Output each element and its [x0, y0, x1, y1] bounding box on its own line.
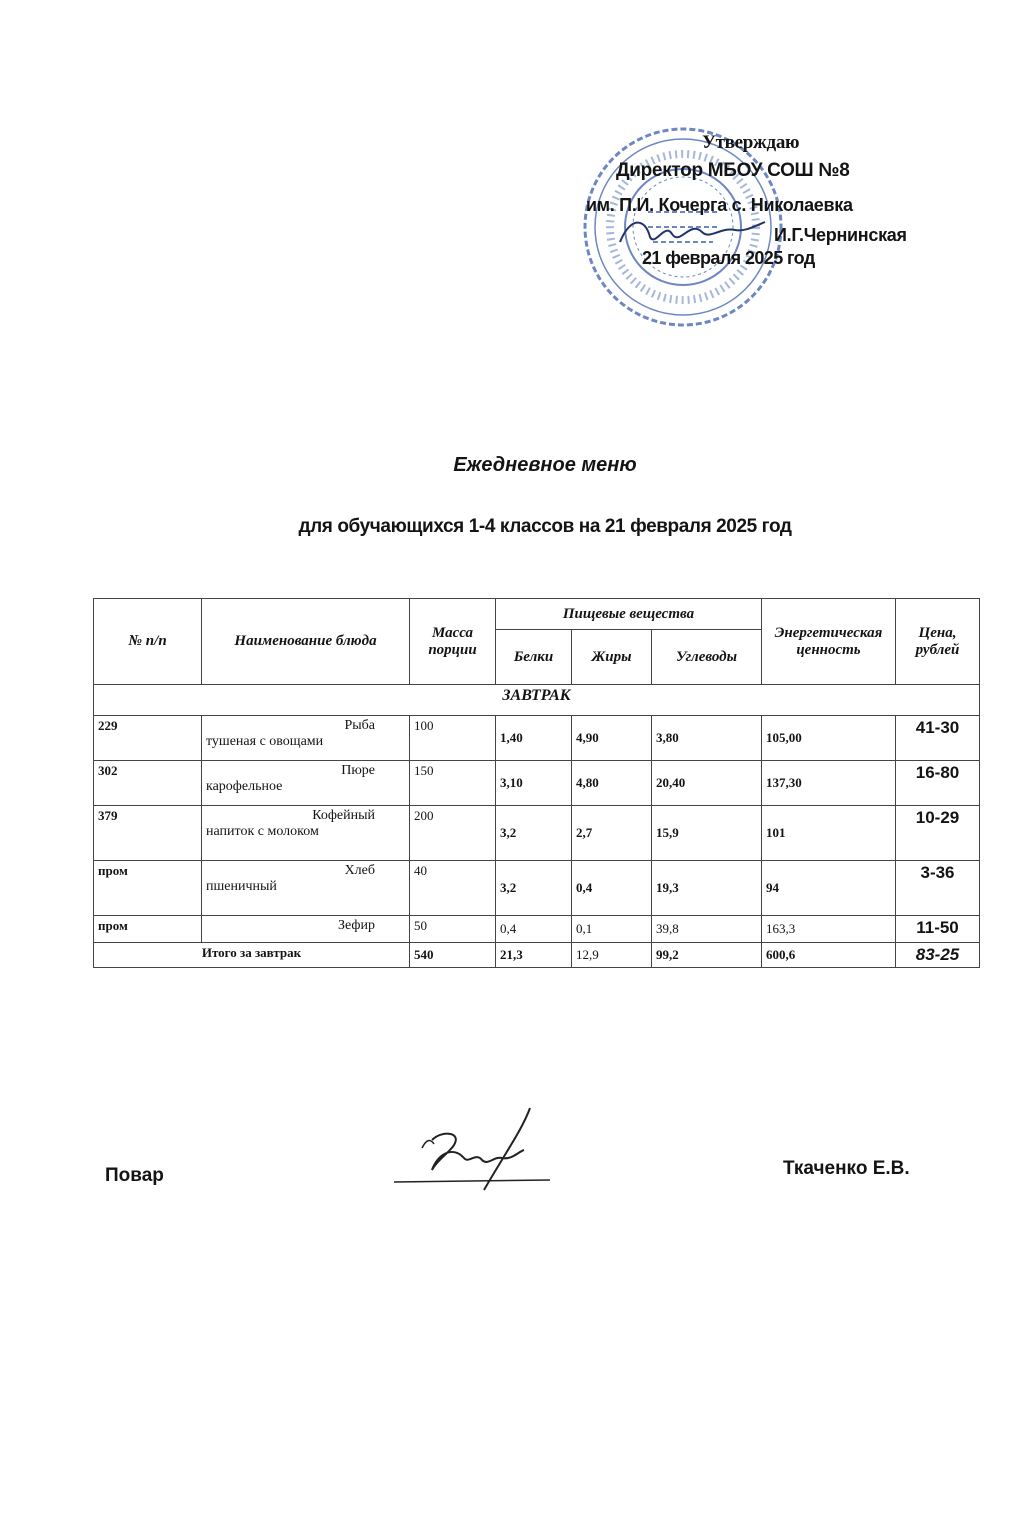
total-price: 83-25 — [896, 943, 980, 968]
row-carbs: 39,8 — [652, 916, 762, 943]
total-carbs: 99,2 — [652, 943, 762, 968]
cook-signature-icon — [392, 1100, 562, 1195]
row-protein: 0,4 — [496, 916, 572, 943]
row-dish — [202, 761, 410, 806]
table-row — [94, 806, 980, 861]
approval-position: Директор МБОУ СОШ №8 — [616, 160, 850, 181]
row-fat: 4,90 — [572, 716, 652, 761]
row-protein: 1,40 — [496, 716, 572, 761]
cook-name: Ткаченко Е.В. — [783, 1158, 910, 1179]
total-protein: 21,3 — [496, 943, 572, 968]
approval-title: Утверждаю — [702, 132, 800, 153]
row-carbs: 15,9 — [652, 806, 762, 861]
row-dish — [202, 806, 410, 861]
row-price: 10-29 — [896, 806, 980, 861]
row-mass: 50 — [410, 916, 496, 943]
row-dish — [202, 916, 410, 943]
header-fat: Жиры — [572, 630, 652, 685]
header-num: № п/п — [94, 599, 202, 685]
row-mass: 200 — [410, 806, 496, 861]
header-carbs: Углеводы — [652, 630, 762, 685]
row-dish-line2: карофельное — [206, 779, 283, 794]
row-dish-line1: Пюре — [341, 763, 375, 778]
row-dish-line1: Хлеб — [344, 863, 375, 878]
total-energy: 600,6 — [762, 943, 896, 968]
row-fat: 4,80 — [572, 761, 652, 806]
director-signature-icon — [610, 212, 770, 252]
row-dish-line1: Зефир — [338, 918, 375, 933]
row-fat: 0,1 — [572, 916, 652, 943]
row-dish — [202, 861, 410, 916]
approval-director-name: И.Г.Чернинская — [774, 225, 907, 245]
header-mass: Масса порции — [410, 599, 496, 685]
table-row — [94, 916, 980, 943]
row-mass: 100 — [410, 716, 496, 761]
section-label: ЗАВТРАК — [94, 685, 980, 716]
row-num: 229 — [94, 716, 202, 761]
section-row — [94, 685, 980, 716]
header-dish: Наименование блюда — [202, 599, 410, 685]
row-energy: 101 — [762, 806, 896, 861]
row-num: пром — [94, 861, 202, 916]
total-fat: 12,9 — [572, 943, 652, 968]
row-mass: 40 — [410, 861, 496, 916]
row-carbs: 20,40 — [652, 761, 762, 806]
row-protein: 3,2 — [496, 861, 572, 916]
approval-block — [560, 120, 990, 340]
header-nutrients: Пищевые вещества — [496, 599, 762, 630]
row-energy: 137,30 — [762, 761, 896, 806]
row-dish-line2: напиток с молоком — [206, 824, 319, 839]
row-dish — [202, 716, 410, 761]
row-dish-line1: Рыба — [344, 718, 375, 733]
row-energy: 105,00 — [762, 716, 896, 761]
total-mass: 540 — [410, 943, 496, 968]
header-price: Цена, рублей — [896, 599, 980, 685]
row-price: 3-36 — [896, 861, 980, 916]
row-price: 41-30 — [896, 716, 980, 761]
total-label: Итого за завтрак — [94, 943, 410, 968]
row-energy: 163,3 — [762, 916, 896, 943]
row-dish-line1: Кофейный — [312, 808, 375, 823]
row-fat: 2,7 — [572, 806, 652, 861]
row-dish-line2: пшеничный — [206, 879, 277, 894]
document-subtitle: для обучающихся 1-4 классов на 21 февраля 2025 год — [298, 516, 792, 537]
table-row — [94, 716, 980, 761]
row-dish-line2: тушеная с овощами — [206, 734, 324, 749]
total-row — [94, 943, 980, 968]
row-energy: 94 — [762, 861, 896, 916]
row-mass: 150 — [410, 761, 496, 806]
header-row — [94, 599, 980, 630]
approval-school: им. П.И. Кочерга с. Николаевка — [586, 195, 853, 215]
document-title: Ежедневное меню — [453, 454, 637, 476]
cook-label: Повар — [105, 1165, 164, 1186]
approval-date: 21 февраля 2025 год — [642, 248, 815, 268]
row-price: 16-80 — [896, 761, 980, 806]
row-num: 302 — [94, 761, 202, 806]
row-protein: 3,2 — [496, 806, 572, 861]
row-carbs: 19,3 — [652, 861, 762, 916]
row-carbs: 3,80 — [652, 716, 762, 761]
header-energy: Энергетическая ценность — [762, 599, 896, 685]
row-protein: 3,10 — [496, 761, 572, 806]
row-num: 379 — [94, 806, 202, 861]
menu-table — [93, 598, 980, 968]
table-row — [94, 761, 980, 806]
row-price: 11-50 — [896, 916, 980, 943]
table-row — [94, 861, 980, 916]
header-protein: Белки — [496, 630, 572, 685]
row-num: пром — [94, 916, 202, 943]
row-fat: 0,4 — [572, 861, 652, 916]
